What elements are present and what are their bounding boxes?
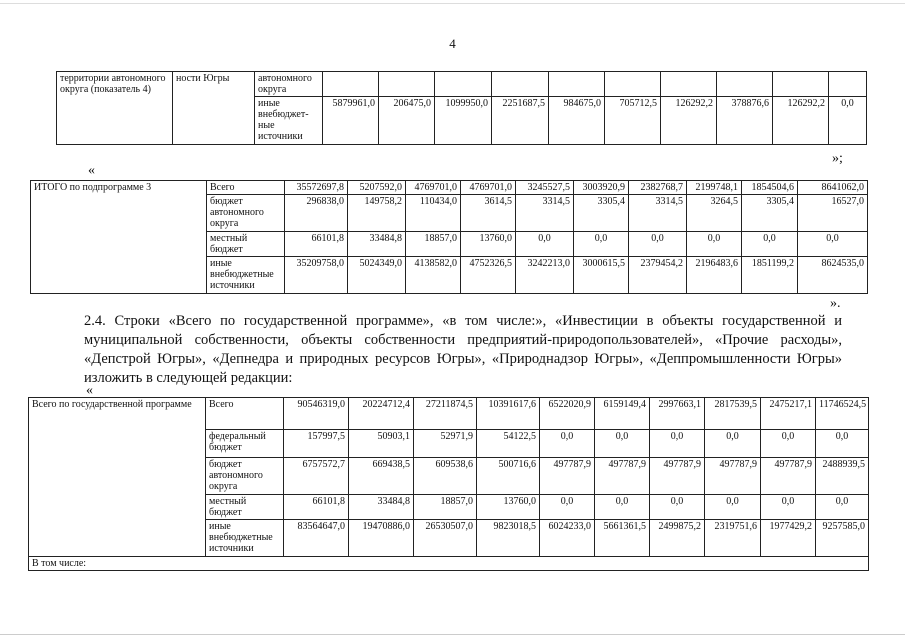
table3-value-cell: 18857,0 (414, 495, 477, 520)
table3-source-cell: федеральный бюджет (206, 430, 284, 458)
table2-value-cell: 33484,8 (348, 232, 406, 257)
table3-value-cell: 6757572,7 (284, 458, 349, 495)
table3-value-cell: 90546319,0 (284, 398, 349, 430)
table2-value-cell: 0,0 (798, 232, 868, 257)
table3-value-cell: 0,0 (540, 430, 595, 458)
table3-value-cell: 27211874,5 (414, 398, 477, 430)
table3-value-cell: 609538,6 (414, 458, 477, 495)
table1-value-cell: 126292,2 (661, 97, 717, 145)
table2-value-cell: 16527,0 (798, 195, 868, 232)
table2-value-cell: 4769701,0 (406, 181, 461, 195)
table2-value-cell: 3614,5 (461, 195, 516, 232)
table2-value-cell: 0,0 (574, 232, 629, 257)
table2-value-cell: 13760,0 (461, 232, 516, 257)
table2-value-cell: 1851199,2 (742, 257, 798, 294)
page-bottom-edge (0, 634, 905, 635)
table3-value-cell: 9257585,0 (816, 520, 869, 557)
table-state-program-total (28, 397, 869, 571)
table1-value-cell: 0,0 (829, 97, 867, 145)
table1-value-cell: 1099950,0 (435, 97, 492, 145)
table2-value-cell: 296838,0 (285, 195, 348, 232)
table2-value-cell: 3000615,5 (574, 257, 629, 294)
table2-value-cell: 0,0 (516, 232, 574, 257)
table3-value-cell: 2997663,1 (650, 398, 705, 430)
closing-quote-1: »; (832, 151, 843, 166)
table2-value-cell: 3314,5 (516, 195, 574, 232)
table2-value-cell: 8641062,0 (798, 181, 868, 195)
table2-value-cell: 5024349,0 (348, 257, 406, 294)
table2-value-cell: 1854504,6 (742, 181, 798, 195)
table2-value-cell: 3003920,9 (574, 181, 629, 195)
table3-value-cell: 0,0 (595, 430, 650, 458)
table1-value-cell: 378876,6 (717, 97, 773, 145)
table1-value-cell: 705712,5 (605, 97, 661, 145)
page-top-edge (0, 3, 905, 4)
table3-footer-cell: В том числе: (29, 557, 869, 571)
table3-value-cell: 5661361,5 (595, 520, 650, 557)
table1-value-cell: 126292,2 (773, 97, 829, 145)
table3-value-cell: 0,0 (705, 430, 761, 458)
table3-value-cell: 497787,9 (595, 458, 650, 495)
table1-value-cell: 5879961,0 (323, 97, 379, 145)
table3-value-cell: 6159149,4 (595, 398, 650, 430)
table2-value-cell: 4769701,0 (461, 181, 516, 195)
table3-value-cell: 500716,6 (477, 458, 540, 495)
table3-source-cell: бюджет автономного округа (206, 458, 284, 495)
table3-value-cell: 26530507,0 (414, 520, 477, 557)
table3-value-cell: 0,0 (761, 495, 816, 520)
table1-col2-cell: ности Югры (173, 72, 255, 145)
table3-value-cell: 19470886,0 (349, 520, 414, 557)
table3-value-cell: 669438,5 (349, 458, 414, 495)
table1-value-cell: 984675,0 (549, 97, 605, 145)
table3-value-cell: 497787,9 (540, 458, 595, 495)
table2-value-cell: 5207592,0 (348, 181, 406, 195)
table3-value-cell: 52971,9 (414, 430, 477, 458)
table2-value-cell: 3305,4 (742, 195, 798, 232)
table3-value-cell: 2817539,5 (705, 398, 761, 430)
table2-value-cell: 110434,0 (406, 195, 461, 232)
table3-value-cell: 6024233,0 (540, 520, 595, 557)
closing-quote-2: ». (830, 296, 841, 311)
table3-value-cell: 10391617,6 (477, 398, 540, 430)
table3-value-cell: 9823018,5 (477, 520, 540, 557)
table3-value-cell: 20224712,4 (349, 398, 414, 430)
table3-value-cell: 0,0 (761, 430, 816, 458)
table3-value-cell: 0,0 (650, 430, 705, 458)
table3-label-cell: Всего по государственной программе (29, 398, 206, 557)
table3-value-cell: 497787,9 (761, 458, 816, 495)
table2-value-cell: 18857,0 (406, 232, 461, 257)
table2-value-cell: 0,0 (742, 232, 798, 257)
table3-value-cell: 83564647,0 (284, 520, 349, 557)
table1-source-cell: иные внебюджет-ные источники (255, 97, 323, 145)
table2-value-cell: 149758,2 (348, 195, 406, 232)
amendment-paragraph: 2.4. Строки «Всего по государственной программе», «в том числе:», «Инвестиции в объекты государственной и муниципальной собственности, объекты собственности предприятий-природопользователей», «Прочие расходы», «Депстрой Югры», «Депнедра и природных ресурсов Югры», «Природнадзор Югры», «Деппромышленности Югры» изложить в следующей редакции: (84, 313, 842, 386)
table2-value-cell: 3264,5 (687, 195, 742, 232)
table2-source-cell: бюджет автономного округа (207, 195, 285, 232)
table2-value-cell: 35572697,8 (285, 181, 348, 195)
table2-label-cell: ИТОГО по подпрограмме 3 (31, 181, 207, 294)
table2-value-cell: 0,0 (687, 232, 742, 257)
table3-value-cell: 11746524,5 (816, 398, 869, 430)
table3-value-cell: 2475217,1 (761, 398, 816, 430)
table2-value-cell: 3314,5 (629, 195, 687, 232)
table3-value-cell: 157997,5 (284, 430, 349, 458)
table3-value-cell: 0,0 (816, 430, 869, 458)
table3-value-cell: 33484,8 (349, 495, 414, 520)
table2-source-cell: иные внебюджетные источники (207, 257, 285, 294)
table2-value-cell: 4138582,0 (406, 257, 461, 294)
table2-value-cell: 35209758,0 (285, 257, 348, 294)
table2-value-cell: 2382768,7 (629, 181, 687, 195)
table3-value-cell: 2499875,2 (650, 520, 705, 557)
table2-value-cell: 3242213,0 (516, 257, 574, 294)
table2-value-cell: 3305,4 (574, 195, 629, 232)
table2-value-cell: 2196483,6 (687, 257, 742, 294)
table3-source-cell: иные внебюджетные источники (206, 520, 284, 557)
table3-value-cell: 13760,0 (477, 495, 540, 520)
table1-value-cell: 206475,0 (379, 97, 435, 145)
table3-value-cell: 497787,9 (705, 458, 761, 495)
table-continuation (56, 71, 867, 145)
table3-value-cell: 497787,9 (650, 458, 705, 495)
table3-value-cell: 2319751,6 (705, 520, 761, 557)
table3-value-cell: 54122,5 (477, 430, 540, 458)
table2-value-cell: 66101,8 (285, 232, 348, 257)
table-subprogram-total (30, 180, 868, 294)
table1-col1-cell: территории автономного округа (показатель 4) (57, 72, 173, 145)
opening-quote-2: « (86, 383, 93, 398)
table2-value-cell: 2379454,2 (629, 257, 687, 294)
table2-value-cell: 0,0 (629, 232, 687, 257)
table2-value-cell: 3245527,5 (516, 181, 574, 195)
table2-value-cell: 4752326,5 (461, 257, 516, 294)
table3-value-cell: 0,0 (540, 495, 595, 520)
table3-source-cell: местный бюджет (206, 495, 284, 520)
table2-source-cell: местный бюджет (207, 232, 285, 257)
table1-source-cell: автономного округа (255, 72, 323, 97)
table3-value-cell: 0,0 (816, 495, 869, 520)
table2-value-cell: 8624535,0 (798, 257, 868, 294)
table2-source-cell: Всего (207, 181, 285, 195)
table3-value-cell: 0,0 (595, 495, 650, 520)
table3-value-cell: 0,0 (705, 495, 761, 520)
page-number: 4 (449, 36, 456, 51)
table3-value-cell: 0,0 (650, 495, 705, 520)
table3-value-cell: 1977429,2 (761, 520, 816, 557)
table3-value-cell: 2488939,5 (816, 458, 869, 495)
table1-value-cell: 2251687,5 (492, 97, 549, 145)
table3-value-cell: 66101,8 (284, 495, 349, 520)
table2-value-cell: 2199748,1 (687, 181, 742, 195)
table3-source-cell: Всего (206, 398, 284, 430)
opening-quote-1: « (88, 163, 95, 178)
table3-value-cell: 50903,1 (349, 430, 414, 458)
table3-value-cell: 6522020,9 (540, 398, 595, 430)
